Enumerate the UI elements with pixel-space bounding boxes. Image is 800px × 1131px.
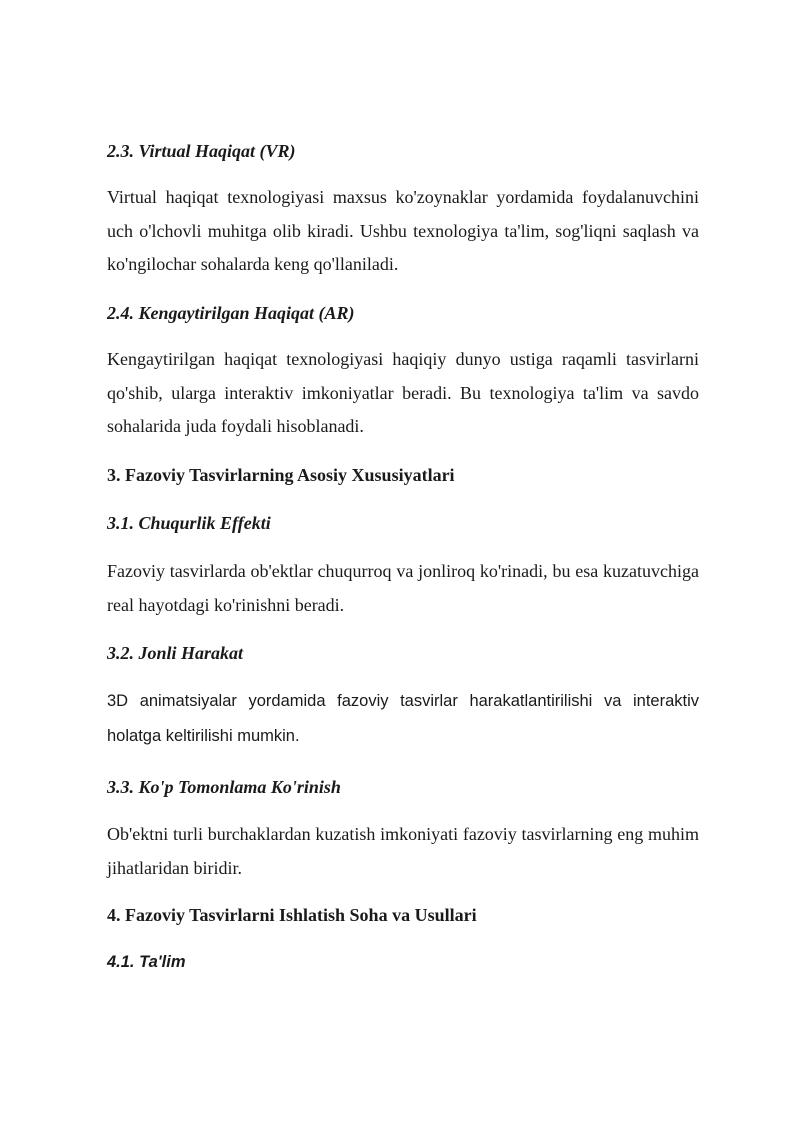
heading-3-3: 3.3. Ko'p Tomonlama Ko'rinish xyxy=(107,777,341,797)
heading-2-4: 2.4. Kengaytirilgan Haqiqat (AR) xyxy=(107,303,355,323)
paragraph-3-3: Ob'ektni turli burchaklardan kuzatish imkoniyati fazoviy tasvirlarning eng muhim jihatlaridan biridir. xyxy=(107,824,699,878)
paragraph-2-4: Kengaytirilgan haqiqat texnologiyasi haqiqiy dunyo ustiga raqamli tasvirlarni qo'shib, ularga interaktiv imkoniyatlar beradi. Bu texnologiya ta'lim va savdo sohalarida juda foydali hisoblanadi. xyxy=(107,349,699,436)
heading-4: 4. Fazoviy Tasvirlarni Ishlatish Soha va Usullari xyxy=(107,905,477,925)
heading-3: 3. Fazoviy Tasvirlarning Asosiy Xususiyatlari xyxy=(107,465,455,485)
heading-4-1: 4.1. Ta'lim xyxy=(107,953,186,971)
paragraph-2-3: Virtual haqiqat texnologiyasi maxsus ko'zoynaklar yordamida foydalanuvchini uch o'lchovli muhitga olib kiradi. Ushbu texnologiya ta'lim, sog'liqni saqlash va ko'ngilochar sohalarda keng qo'llaniladi. xyxy=(107,187,699,274)
heading-2-3: 2.3. Virtual Haqiqat (VR) xyxy=(107,141,296,161)
paragraph-3-1: Fazoviy tasvirlarda ob'ektlar chuqurroq va jonliroq ko'rinadi, bu esa kuzatuvchiga real hayotdagi ko'rinishni beradi. xyxy=(107,561,699,615)
paragraph-3-2: 3D animatsiyalar yordamida fazoviy tasvirlar harakatlantirilishi va interaktiv holatga keltirilishi mumkin. xyxy=(107,692,699,745)
heading-3-2: 3.2. Jonli Harakat xyxy=(107,643,244,663)
heading-3-1: 3.1. Chuqurlik Effekti xyxy=(107,513,271,533)
